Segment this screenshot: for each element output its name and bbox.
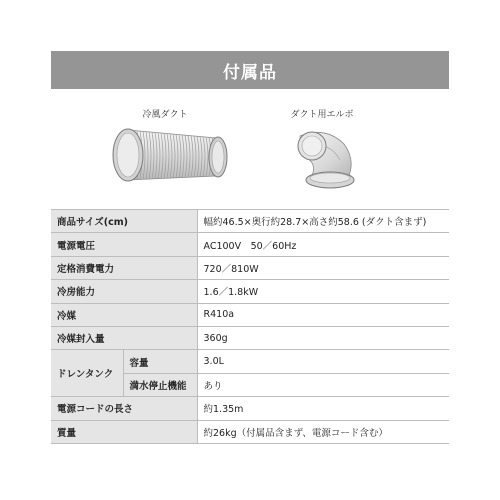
spec-row-weight [51, 420, 449, 443]
spec-row-refrigerant-amount [51, 326, 449, 349]
duct-elbow-label: ダクト用エルボ [290, 110, 354, 120]
spec-value-refrigerant-amount: 360g [197, 326, 449, 349]
accessories-title: 付属品 [223, 62, 277, 83]
spec-value-drain-capacity: 3.0L [197, 350, 449, 373]
spec-value-cord-length: 約1.35m [197, 397, 449, 420]
spec-row-cord-length [51, 397, 449, 420]
spec-row-drain-capacity [51, 350, 449, 373]
spec-label-drain-tank: ドレンタンク [51, 350, 123, 397]
spec-row-refrigerant [51, 303, 449, 326]
spec-table [51, 209, 449, 444]
spec-value-voltage: AC100V 50／60Hz [197, 233, 449, 256]
spec-label-refrigerant: 冷媒 [51, 303, 197, 326]
spec-value-drain-full-stop: あり [197, 373, 449, 396]
duct-elbow-icon [290, 122, 360, 194]
spec-label-drain-full-stop: 満水停止機能 [123, 373, 197, 396]
spec-value-weight: 約26kg（付属品含まず、電源コード含む） [197, 420, 449, 443]
spec-value-power: 720／810W [197, 256, 449, 279]
spec-row-voltage [51, 233, 449, 256]
spec-value-size: 幅約46.5×奥行約28.7×高さ約58.6 (ダクト含まず) [197, 210, 449, 233]
spec-value-refrigerant: R410a [197, 303, 449, 326]
spec-row-power [51, 256, 449, 279]
spec-label-cord-length: 電源コードの長さ [51, 397, 197, 420]
spec-label-power: 定格消費電力 [51, 256, 197, 279]
spec-label-drain-capacity: 容量 [123, 350, 197, 373]
spec-label-refrigerant-amount: 冷媒封入量 [51, 326, 197, 349]
spec-label-weight: 質量 [51, 420, 197, 443]
spec-row-size [51, 210, 449, 233]
spec-label-size: 商品サイズ(cm) [51, 210, 197, 233]
spec-label-cooling: 冷房能力 [51, 280, 197, 303]
spec-row-cooling [51, 280, 449, 303]
accessories-banner [51, 51, 449, 89]
cold-air-duct-label: 冷風ダクト [142, 110, 188, 120]
spec-value-cooling: 1.6／1.8kW [197, 280, 449, 303]
cold-air-duct-icon [110, 122, 234, 188]
spec-label-voltage: 電源電圧 [51, 233, 197, 256]
